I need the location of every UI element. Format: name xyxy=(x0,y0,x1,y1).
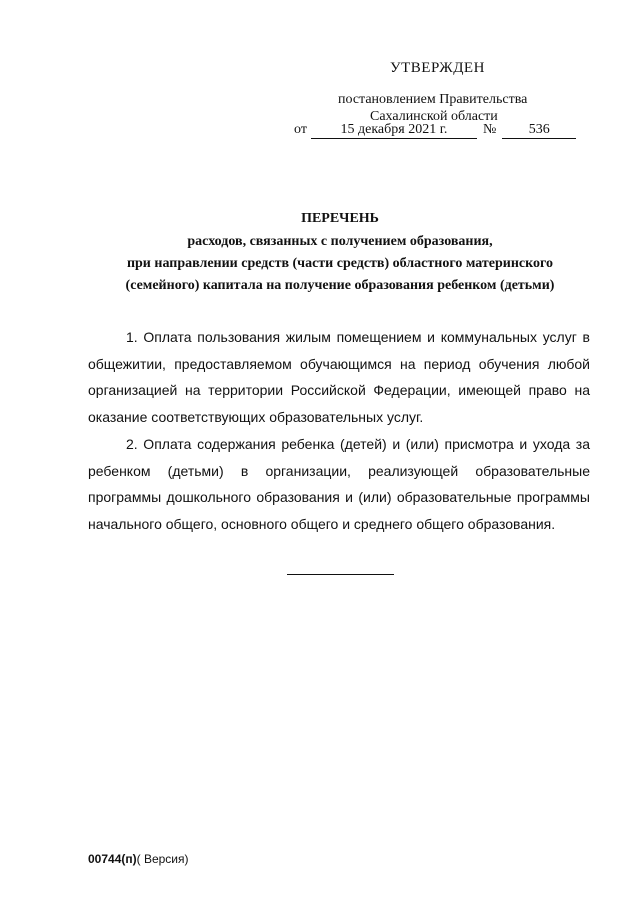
approval-line-1: постановлением Правительства xyxy=(338,92,528,107)
heading-line-2: при направлении средств (части средств) областного материнского xyxy=(126,256,554,271)
list-item-2: 2. Оплата содержания ребенка (детей) и (или) присмотра и ухода за ребенком (детьми) в организации, реализующей образовательные программы дошкольного образования и (или) образовательные программы начального общего, основного общего и среднего общего образования. xyxy=(88,436,590,532)
number-label: № xyxy=(482,122,497,137)
approval-line-2: Сахалинской области xyxy=(370,109,498,124)
heading-title: ПЕРЕЧЕНЬ xyxy=(301,211,379,226)
approval-number: 536 xyxy=(502,122,576,139)
heading-line-1: расходов, связанных с получением образования, xyxy=(187,234,493,249)
document-body xyxy=(88,324,590,538)
heading-line-3: (семейного) капитала на получение образования ребенком (детьми) xyxy=(125,278,555,293)
version-label: ( Версия) xyxy=(136,852,189,866)
footer xyxy=(88,852,189,866)
approval-title: УТВЕРЖДЕН xyxy=(390,60,485,76)
approval-block xyxy=(338,60,578,125)
date-prefix: от xyxy=(294,122,307,137)
document-heading xyxy=(60,208,620,297)
separator-line xyxy=(287,574,394,575)
approval-date-row xyxy=(294,121,576,139)
approval-date: 15 декабря 2021 г. xyxy=(311,122,477,139)
document-code: 00744(п) xyxy=(88,852,137,866)
list-item-1: 1. Оплата пользования жилым помещением и коммунальных услуг в общежитии, предоставляемом обучающимся на период обучения любой организацией на территории Российской Федерации, имеющей право на оказание соответствующих образовательных услуг. xyxy=(88,329,590,425)
